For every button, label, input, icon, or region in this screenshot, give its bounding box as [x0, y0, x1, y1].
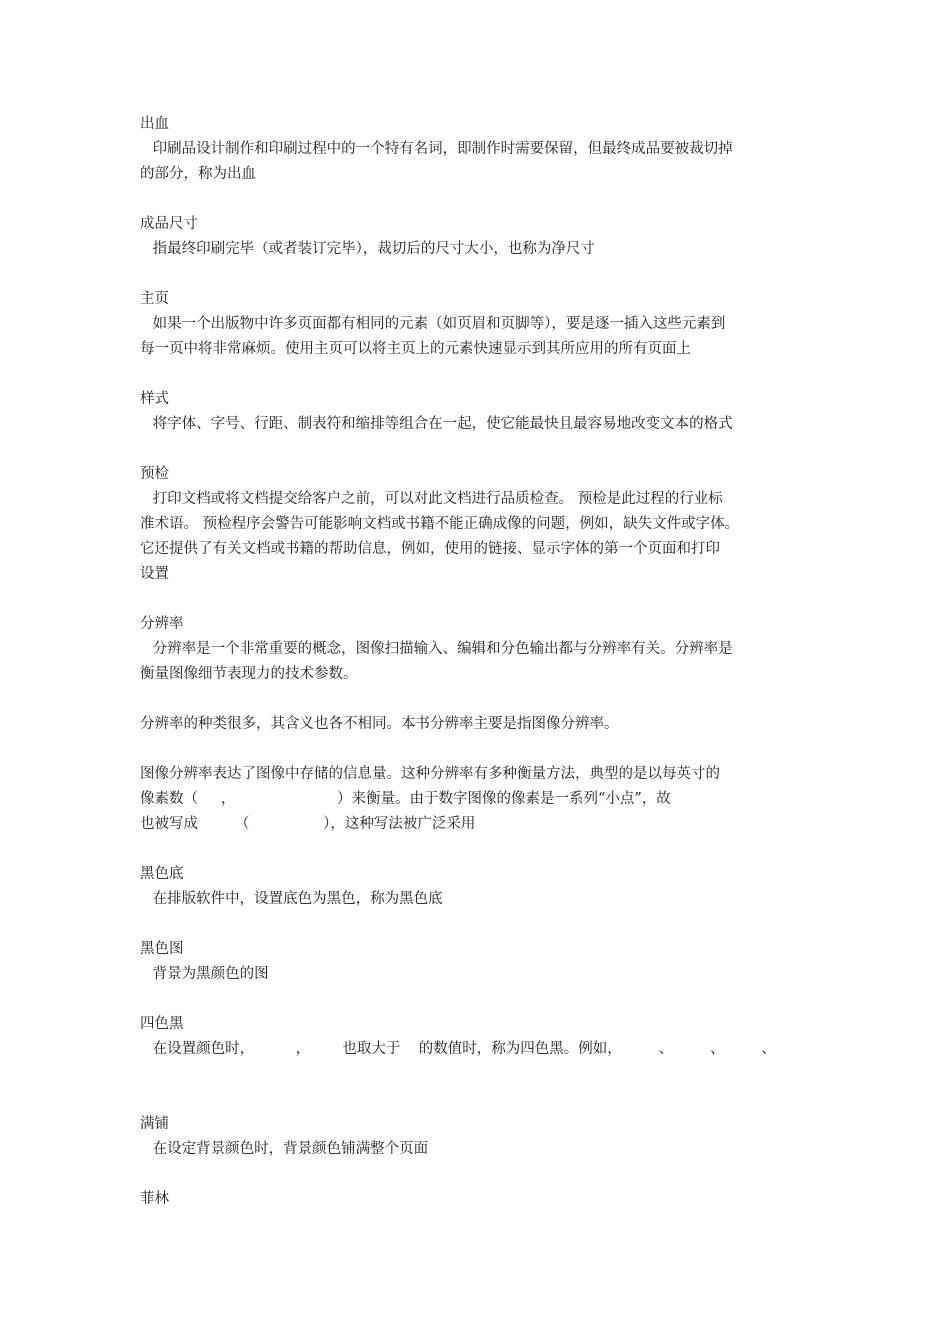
definition-line: 分辨率的种类很多，其含义也各不相同。本书分辨率主要是指图像分辨率。	[140, 716, 619, 732]
definition-line	[140, 737, 820, 762]
definition-line: 像素数（ ， ）来衡量。由于数字图像的像素是一系列“小点”，故	[140, 791, 671, 807]
term-heading: 预检	[140, 466, 169, 482]
document-page	[140, 112, 820, 1212]
term-heading: 出血	[140, 116, 169, 132]
term-heading: 满铺	[140, 1116, 169, 1132]
definition-line: 的部分，称为出血	[140, 166, 256, 182]
term-heading: 菲林	[140, 1191, 169, 1207]
definition-line: 印刷品设计制作和印刷过程中的一个特有名词，即制作时需要保留，但最终成品要被裁切掉	[148, 141, 733, 157]
definition-line: 背景为黑颜色的图	[148, 966, 269, 982]
definition-line: 将字体、字号、行距、制表符和缩排等组合在一起，使它能最快且最容易地改变文本的格式	[148, 416, 733, 432]
definition-line: 在设定背景颜色时，背景颜色铺满整个页面	[148, 1141, 429, 1157]
definition-line: 在设置颜色时， ， 也取大于 的数值时，称为四色黑。例如， 、 、 、	[148, 1041, 776, 1057]
definition-line: 指最终印刷完毕（或者装订完毕），裁切后的尺寸大小，也称为净尺寸	[148, 241, 595, 257]
definition-line: 衡量图像细节表现力的技术参数。	[140, 666, 358, 682]
term-heading: 成品尺寸	[140, 216, 198, 232]
definition-line: 如果一个出版物中许多页面都有相同的元素（如页眉和页脚等），要是逐一插入这些元素到	[148, 316, 726, 332]
term-heading: 样式	[140, 391, 169, 407]
term-heading: 四色黑	[140, 1016, 184, 1032]
term-heading: 黑色图	[140, 941, 184, 957]
term-heading: 黑色底	[140, 866, 184, 882]
definition-line: 图像分辨率表达了图像中存储的信息量。这种分辨率有多种衡量方法，典型的是以每英寸的	[140, 766, 720, 782]
definition-line	[140, 1062, 820, 1087]
definition-line	[140, 687, 820, 712]
term-heading: 主页	[140, 291, 169, 307]
definition-line: 也被写成 （ ），这种写法被广泛采用	[140, 816, 476, 832]
definition-line: 打印文档或将文档提交给客户之前，可以对此文档进行品质检查。 预检是此过程的行业标	[148, 491, 723, 507]
definition-line: 它还提供了有关文档或书籍的帮助信息，例如，使用的链接、显示字体的第一个页面和打印	[140, 541, 720, 557]
definition-line: 分辨率是一个非常重要的概念，图像扫描输入、编辑和分色输出都与分辨率有关。分辨率是	[148, 641, 733, 657]
definition-line: 设置	[140, 566, 169, 582]
term-heading: 分辨率	[140, 616, 184, 632]
definition-line: 在排版软件中，设置底色为黑色，称为黑色底	[148, 891, 443, 907]
definition-line: 每一页中将非常麻烦。使用主页可以将主页上的元素快速显示到其所应用的所有页面上	[140, 341, 691, 357]
definition-line: 准术语。 预检程序会警告可能影响文档或书籍不能正确成像的问题，例如，缺失文件或字体。	[140, 516, 740, 532]
